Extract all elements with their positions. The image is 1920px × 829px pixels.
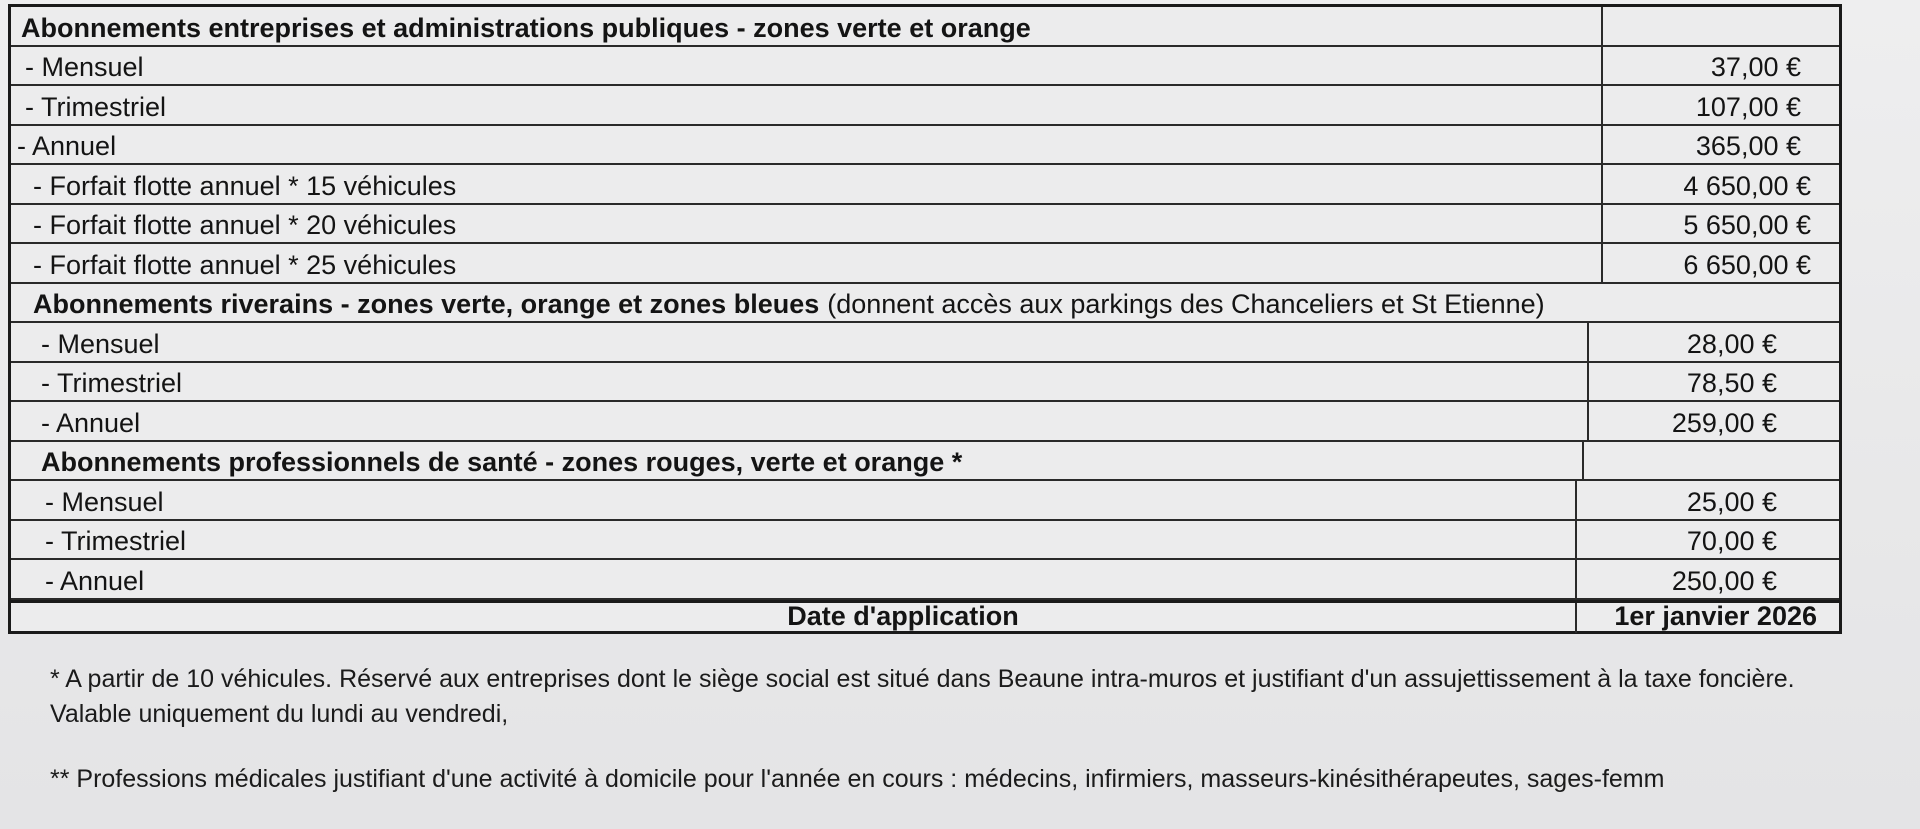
row-label: - Forfait flotte annuel * 25 véhicules	[11, 244, 1603, 282]
section-header-health	[11, 442, 1839, 482]
row-price: 4 650,00 €	[1683, 170, 1811, 201]
table-row	[11, 205, 1839, 245]
row-price: 28,00 €	[1686, 328, 1777, 359]
section-subtitle: (donnent accès aux parkings des Chanceliers et St Etienne)	[827, 289, 1545, 319]
section-header-enterprise	[11, 7, 1839, 47]
row-label: - Mensuel	[11, 47, 1603, 85]
section-title: Abonnements entreprises et administrations publiques - zones verte et orange	[11, 7, 1603, 45]
table-row	[11, 244, 1839, 284]
row-price: 259,00 €	[1671, 407, 1777, 438]
application-date-value: 1er janvier 2026	[1614, 600, 1817, 631]
row-label: - Trimestriel	[11, 86, 1603, 124]
row-price: 6 650,00 €	[1683, 249, 1811, 280]
application-date-label: Date d'application	[11, 603, 1577, 633]
section-price-empty	[1639, 284, 1839, 322]
row-price: 365,00 €	[1695, 131, 1801, 161]
section-price-empty	[1584, 442, 1839, 480]
row-label: - Annuel	[11, 126, 1603, 164]
section-title	[11, 284, 1639, 322]
row-price: 5 650,00 €	[1683, 210, 1811, 240]
footnote-health-professions: ** Professions médicales justifiant d'une activité à domicile pour l'année en cours : médecins, infirmiers, masseurs-kinésithérapeutes, sages-femm	[50, 765, 1665, 793]
row-price: 70,00 €	[1686, 526, 1777, 556]
section-header-residents	[11, 284, 1839, 324]
table-row	[11, 126, 1839, 166]
row-price: 78,50 €	[1686, 368, 1777, 398]
section-price-empty	[1603, 7, 1839, 45]
footnote-vehicles: * A partir de 10 véhicules. Réservé aux entreprises dont le siège social est situé dans Beaune intra-muros et justifiant d'un assujettissement à la taxe foncière. Valable uniquement du lundi au vendredi,	[50, 665, 1795, 728]
row-price: 250,00 €	[1671, 565, 1777, 596]
footnotes	[50, 662, 1850, 827]
row-label: - Mensuel	[11, 323, 1589, 361]
row-label: - Trimestriel	[11, 363, 1589, 401]
table-row	[11, 86, 1839, 126]
row-price: 37,00 €	[1710, 52, 1801, 82]
row-label: - Mensuel	[11, 481, 1577, 519]
tariff-table	[8, 4, 1842, 634]
table-row	[11, 323, 1839, 363]
row-price: 25,00 €	[1686, 486, 1777, 517]
row-price: 107,00 €	[1695, 91, 1801, 122]
row-label: - Trimestriel	[11, 521, 1577, 559]
row-label: - Annuel	[11, 402, 1589, 440]
table-row	[11, 402, 1839, 442]
row-label: - Annuel	[11, 560, 1577, 598]
table-row	[11, 47, 1839, 87]
table-row	[11, 521, 1839, 561]
table-row	[11, 165, 1839, 205]
table-row	[11, 363, 1839, 403]
table-row	[11, 481, 1839, 521]
table-row	[11, 560, 1839, 600]
application-date-row	[11, 600, 1839, 633]
section-title-text: Abonnements riverains - zones verte, orange et zones bleues	[33, 289, 820, 319]
row-label: - Forfait flotte annuel * 20 véhicules	[11, 205, 1603, 243]
section-title: Abonnements professionnels de santé - zones rouges, verte et orange *	[11, 442, 1584, 480]
row-label: - Forfait flotte annuel * 15 véhicules	[11, 165, 1603, 203]
